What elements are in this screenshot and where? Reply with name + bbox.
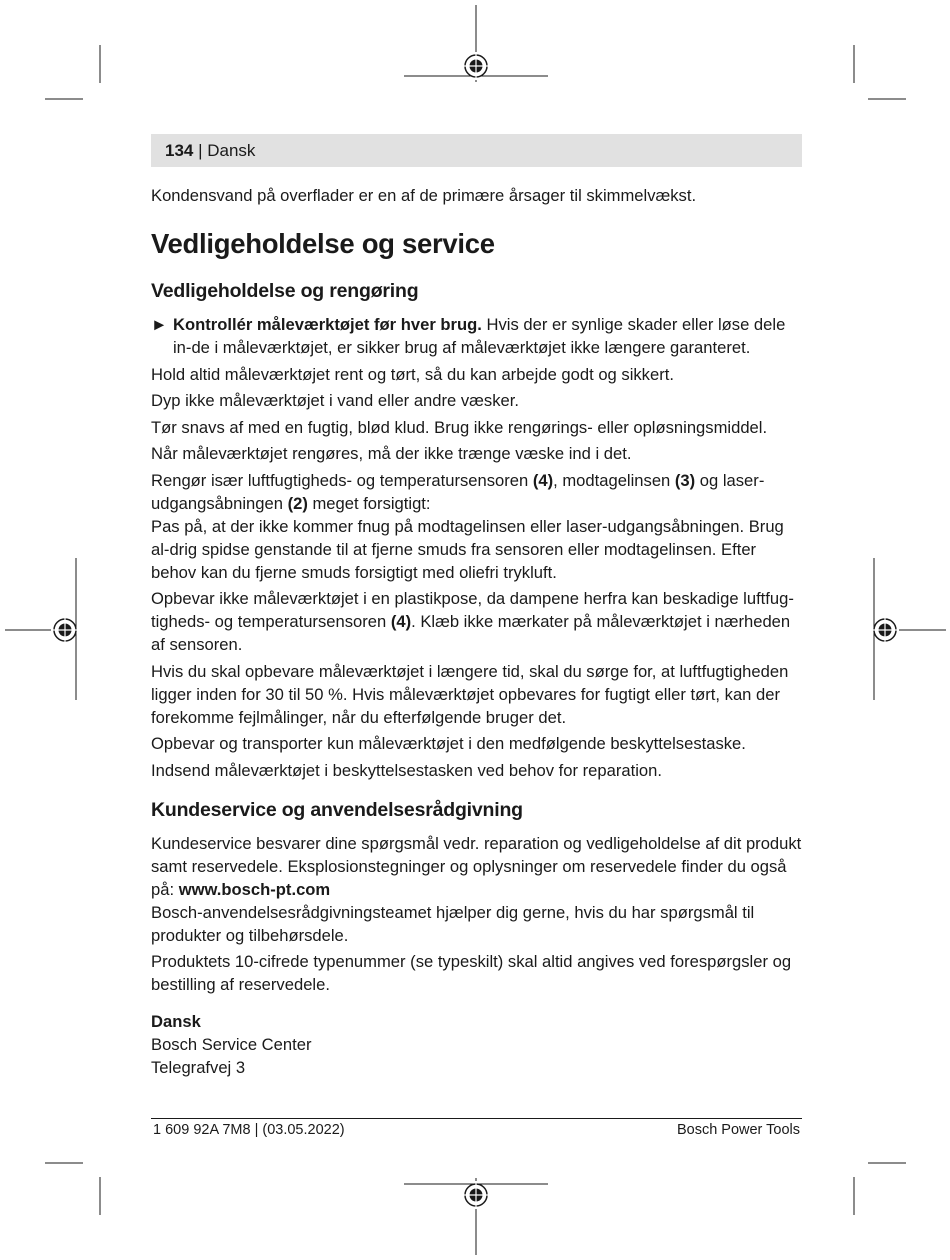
registration-mark-bottom [462, 1181, 490, 1209]
paragraph [151, 587, 803, 656]
customer-service-heading: Kundeservice og anvendelsesrådgivning [151, 798, 523, 821]
paragraph: Når måleværktøjet rengøres, må der ikke trænge væske ind i det. [151, 444, 632, 463]
intro-paragraph: Kondensvand på overflader er en af de primære årsager til skimmelvækst. [151, 186, 697, 205]
section-title: Vedligeholdelse og service [151, 228, 495, 259]
reference-number: (4) [390, 612, 412, 631]
footer-brand: Bosch Power Tools [676, 1122, 800, 1138]
registration-mark-left [51, 616, 79, 644]
paragraph: Pas på, at der ikke kommer fnug på modtagelinsen eller laser-udgangsåbningen. Brug al-drig spidse genstande til at fjerne smuds fra sensoren eller modtagelinsen. Efter behov kan du fjerne smuds forsigtigt med oliefri trykluft. [151, 516, 784, 582]
paragraph: Bosch-anvendelsesrådgivningsteamet hjælper dig gerne, hvis du har spørgsmål til produkter og tilbehørsdele. [151, 902, 755, 945]
bullet-bold-text: Kontrollér måleværktøjet før hver brug. [173, 315, 482, 334]
registration-mark-right [871, 616, 899, 644]
address-country: Dansk [151, 1012, 201, 1031]
page-content [151, 184, 803, 1079]
paragraph: Hold altid måleværktøjet rent og tørt, så du kan arbejde godt og sikkert. [151, 364, 674, 384]
text-segment: Kundeservice besvarer dine spørgsmål vedr. reparation og vedligeholdelse af dit produkt samt reservedele. Eksplosionstegninger og oplysninger om reservedele finder du også på: [151, 833, 802, 899]
paragraph: Opbevar og transporter kun måleværktøjet i den medfølgende beskyttelsestaske. [151, 734, 746, 753]
paragraph [151, 469, 803, 515]
reference-number: (4) [532, 470, 554, 490]
bullet-text: Hvis der er synlige skader eller løse dele in-de i måleværktøjet, er sikker brug af måleværktøjet ikke længere garanteret. [173, 315, 786, 357]
header-text: 134 | Dansk [165, 141, 256, 160]
reference-number: (3) [674, 470, 696, 490]
text-segment: . Klæb ikke mærkater på måleværktøjet i nærheden af sensoren. [151, 612, 791, 654]
header-language: Dansk [207, 141, 256, 160]
page-number: 134 [165, 141, 194, 160]
text-segment: meget forsigtigt: [307, 493, 431, 513]
text-segment: Opbevar ikke måleværktøjet i en plastikpose, da dampene herfra kan beskadige luftfug-tigheds- og temperatursensoren [151, 589, 794, 631]
paragraph: Dyp ikke måleværktøjet i vand eller andre væsker. [151, 391, 519, 410]
text-segment: Rengør især luftfugtigheds- og temperatursensoren [151, 470, 533, 490]
page-footer [151, 1118, 802, 1138]
bullet-triangle-icon: ► [151, 315, 168, 334]
maintenance-heading: Vedligeholdelse og rengøring [151, 280, 419, 302]
address-line: Bosch Service Center [151, 1035, 312, 1054]
paragraph: Hvis du skal opbevare måleværktøjet i længere tid, skal du sørge for, at luftfugtigheden ligger inden for 30 til 50 %. Hvis måleværktøjet opbevares for fugtigt eller tørt, kan der forekomme fejlmålinger, når du efterfølgende bruger det. [151, 661, 789, 727]
paragraph: Indsend måleværktøjet i beskyttelsestasken ved behov for reparation. [151, 760, 662, 780]
website-link[interactable]: www.bosch-pt.com [178, 879, 331, 899]
paragraph [151, 832, 803, 901]
paragraph: Produktets 10-cifrede typenummer (se typeskilt) skal altid angives ved forespørgsler og bestilling af reservedele. [151, 952, 792, 994]
text-segment: , modtagelinsen [553, 470, 675, 490]
service-address [151, 1010, 803, 1079]
text-segment: og laser-udgangsåbningen [151, 470, 765, 513]
address-line: Telegrafvej 3 [151, 1058, 246, 1077]
footer-doc-code: 1 609 92A 7M8 | (03.05.2022) [153, 1122, 345, 1138]
page-header [151, 134, 802, 167]
paragraph: Tør snavs af med en fugtig, blød klud. Brug ikke rengørings- eller opløsningsmiddel. [151, 417, 768, 437]
reference-number: (2) [287, 493, 308, 513]
warning-bullet [151, 313, 803, 359]
